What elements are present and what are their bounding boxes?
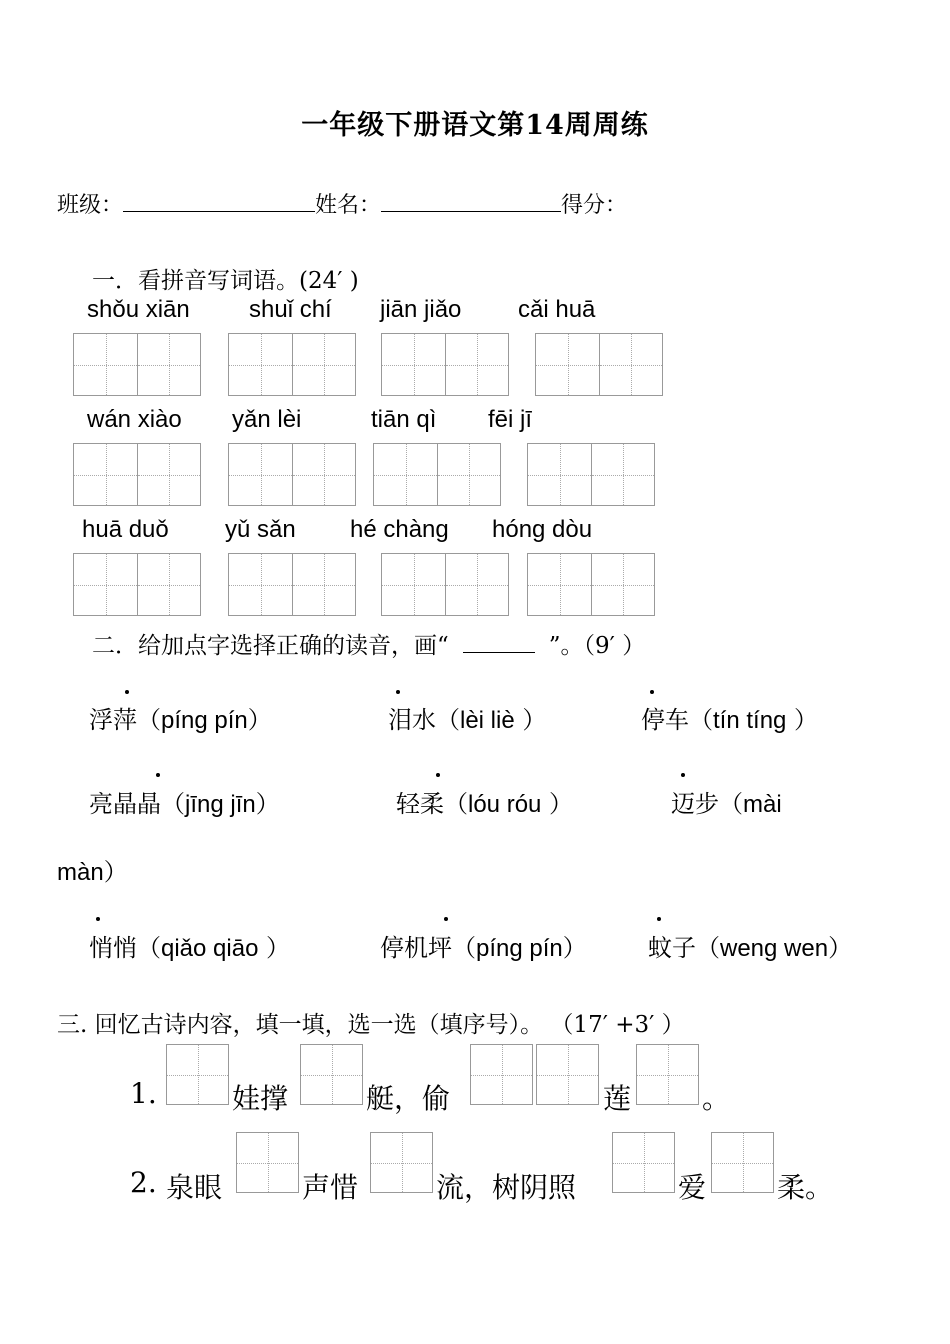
- pinyin-options[interactable]: píng pín: [161, 707, 248, 734]
- item-word: 停车: [641, 706, 689, 734]
- pinyin-label: cǎi huā: [518, 296, 596, 323]
- close-paren: ）: [786, 706, 819, 734]
- emphasis-dot: [657, 917, 661, 921]
- reading-choice-item: [89, 928, 290, 963]
- poem-answer-box[interactable]: [536, 1044, 599, 1105]
- close-paren: ）: [258, 934, 291, 962]
- poem-text: 爱: [678, 1171, 707, 1204]
- pinyin-options[interactable]: píng pín: [476, 935, 563, 962]
- pinyin-options[interactable]: jīng jīn: [185, 791, 256, 818]
- section1-heading: 一．看拼音写词语。(24′ ): [92, 268, 359, 294]
- poem-answer-box[interactable]: [370, 1132, 433, 1193]
- poem-line1-number: 1.: [130, 1077, 157, 1110]
- writing-grid[interactable]: [373, 443, 501, 506]
- pinyin-label: hóng dòu: [492, 516, 593, 543]
- open-paren: （: [696, 934, 720, 962]
- reading-choice-item: [89, 700, 272, 735]
- poem-line2-number: 2.: [130, 1166, 157, 1199]
- pinyin-label: yǎn lèi: [232, 406, 302, 433]
- poem-text: 莲: [603, 1082, 632, 1115]
- pinyin-label: fēi jī: [488, 406, 533, 433]
- poem-text: 艇，偷: [366, 1082, 451, 1115]
- poem-answer-box[interactable]: [300, 1044, 363, 1105]
- emphasis-dot: [650, 690, 654, 694]
- poem-text: 流，树阴照: [436, 1171, 577, 1204]
- section3-heading: 三. 回忆古诗内容，填一填，选一选（填序号）。 （17′ +3′ ）: [57, 1012, 685, 1038]
- emphasis-dot: [444, 917, 448, 921]
- class-label: 班级：: [57, 193, 124, 218]
- item-word: 悄悄: [89, 934, 137, 962]
- open-paren: （: [444, 790, 468, 818]
- pinyin-label: hé chàng: [350, 516, 449, 543]
- poem-answer-box[interactable]: [470, 1044, 533, 1105]
- writing-grid[interactable]: [73, 333, 201, 396]
- section2-heading-b: ”。（9′ ）: [548, 633, 646, 659]
- reading-choice-item: [671, 784, 782, 819]
- open-paren: （: [452, 934, 476, 962]
- emphasis-dot: [396, 690, 400, 694]
- name-label: 姓名：: [315, 193, 382, 218]
- section2-heading: [92, 627, 645, 660]
- poem-text: 柔。: [777, 1171, 834, 1204]
- pinyin-options[interactable]: màn: [57, 859, 104, 886]
- poem-answer-box[interactable]: [636, 1044, 699, 1105]
- poem-text: 声惜: [302, 1171, 359, 1204]
- reading-choice-item: [388, 700, 546, 735]
- pinyin-label: jiān jiǎo: [380, 296, 462, 323]
- emphasis-dot: [96, 917, 100, 921]
- writing-grid[interactable]: [535, 333, 663, 396]
- open-paren: （: [689, 706, 713, 734]
- pinyin-options[interactable]: weng wen: [720, 935, 829, 962]
- emphasis-dot: [436, 773, 440, 777]
- close-paren: ）: [541, 790, 574, 818]
- name-blank[interactable]: [381, 191, 561, 212]
- item-word: 蚊子: [648, 934, 696, 962]
- open-paren: （: [137, 706, 161, 734]
- reading-choice-item: [380, 928, 587, 963]
- page-title: 一年级下册语文第14周周练: [301, 110, 649, 141]
- item-word: 浮萍: [89, 706, 137, 734]
- emphasis-dot: [681, 773, 685, 777]
- writing-grid[interactable]: [381, 333, 509, 396]
- open-paren: （: [436, 706, 460, 734]
- emphasis-dot: [125, 690, 129, 694]
- close-paren: ）: [103, 858, 128, 886]
- poem-text: 娃撑: [232, 1082, 289, 1115]
- pinyin-options[interactable]: mài: [743, 791, 782, 818]
- writing-grid[interactable]: [527, 443, 655, 506]
- pinyin-options[interactable]: lèi liè: [460, 707, 515, 734]
- pinyin-label: tiān qì: [371, 406, 437, 433]
- writing-grid[interactable]: [381, 553, 509, 616]
- writing-grid[interactable]: [228, 333, 356, 396]
- writing-grid[interactable]: [527, 553, 655, 616]
- reading-choice-item: [648, 928, 852, 963]
- close-paren: ）: [514, 706, 547, 734]
- close-paren: ）: [247, 706, 272, 734]
- poem-answer-box[interactable]: [166, 1044, 229, 1105]
- reading-choice-continuation: [57, 852, 128, 887]
- class-blank[interactable]: [123, 191, 315, 212]
- reading-choice-item: [641, 700, 818, 735]
- reading-choice-item: [396, 784, 573, 819]
- reading-choice-item: [89, 784, 280, 819]
- section2-heading-a: 二．给加点字选择正确的读音，画“: [92, 633, 449, 659]
- close-paren: ）: [828, 934, 853, 962]
- item-word: 亮晶晶: [89, 790, 161, 818]
- pinyin-options[interactable]: tín tíng: [713, 707, 787, 734]
- pinyin-label: wán xiào: [87, 406, 182, 433]
- close-paren: ）: [562, 934, 587, 962]
- writing-grid[interactable]: [73, 443, 201, 506]
- open-paren: （: [719, 790, 743, 818]
- poem-text: 泉眼: [166, 1171, 223, 1204]
- pinyin-label: huā duǒ: [82, 516, 169, 543]
- close-paren: ）: [255, 790, 280, 818]
- open-paren: （: [161, 790, 185, 818]
- student-info-line: [57, 188, 627, 219]
- emphasis-dot: [156, 773, 160, 777]
- score-label: 得分：: [561, 193, 628, 218]
- item-word: 迈步: [671, 790, 719, 818]
- underline-sample: [463, 636, 535, 653]
- pinyin-options[interactable]: qiǎo qiāo: [161, 935, 259, 962]
- pinyin-label: shǒu xiān: [87, 296, 190, 323]
- poem-text: 。: [702, 1082, 731, 1115]
- item-word: 轻柔: [396, 790, 444, 818]
- poem-answer-box[interactable]: [711, 1132, 774, 1193]
- poem-answer-box[interactable]: [612, 1132, 675, 1193]
- pinyin-options[interactable]: lóu róu: [468, 791, 542, 818]
- writing-grid[interactable]: [228, 443, 356, 506]
- item-word: 停机坪: [380, 934, 452, 962]
- poem-answer-box[interactable]: [236, 1132, 299, 1193]
- pinyin-label: shuǐ chí: [249, 296, 332, 323]
- open-paren: （: [137, 934, 161, 962]
- item-word: 泪水: [388, 706, 436, 734]
- pinyin-label: yǔ sǎn: [225, 516, 296, 543]
- writing-grid[interactable]: [228, 553, 356, 616]
- writing-grid[interactable]: [73, 553, 201, 616]
